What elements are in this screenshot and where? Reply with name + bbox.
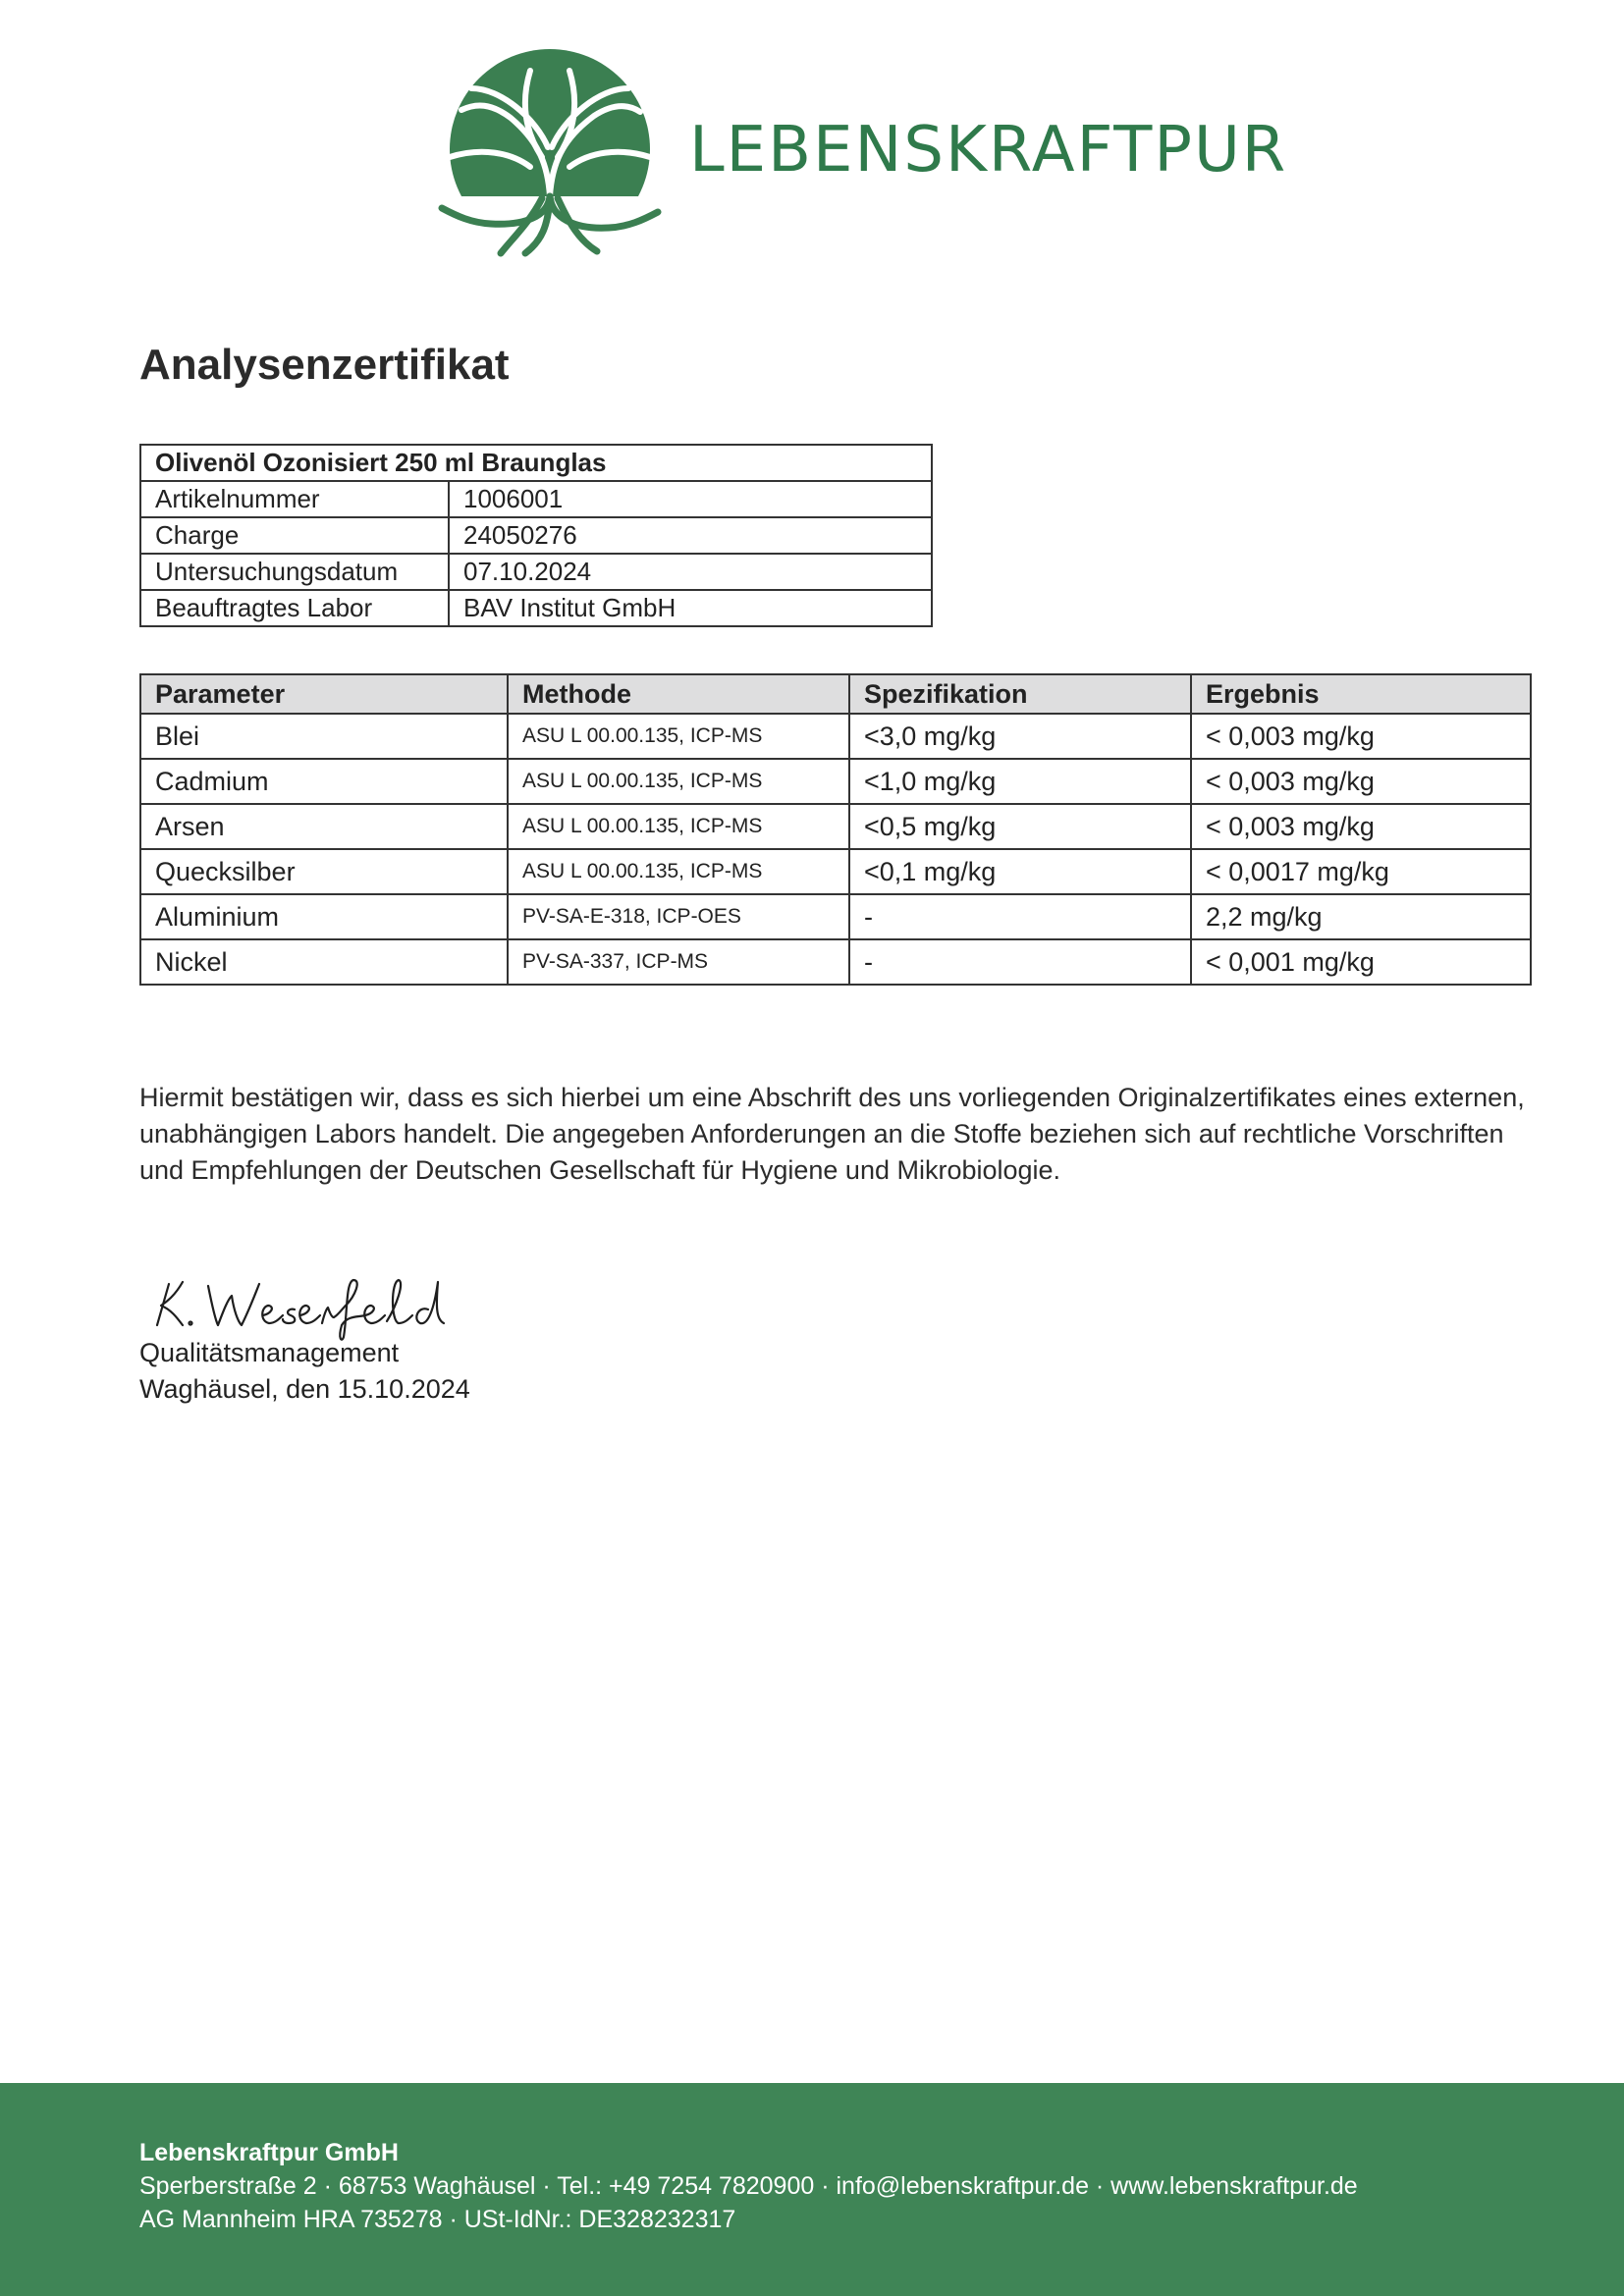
ergebnis-cell: < 0,003 mg/kg <box>1191 759 1531 804</box>
table-row <box>140 849 1531 894</box>
footer-company: Lebenskraftpur GmbH <box>139 2139 399 2166</box>
spezifikation-cell: <0,1 mg/kg <box>849 849 1191 894</box>
info-row <box>140 517 932 554</box>
brand-name: LEBENSKRAFTPUR <box>689 114 1288 187</box>
info-row <box>140 554 932 590</box>
spezifikation-cell: <1,0 mg/kg <box>849 759 1191 804</box>
methode-cell: ASU L 00.00.135, ICP-MS <box>508 759 849 804</box>
methode-cell: ASU L 00.00.135, ICP-MS <box>508 804 849 849</box>
ergebnis-cell: < 0,0017 mg/kg <box>1191 849 1531 894</box>
footer-text <box>139 2136 1358 2236</box>
methode-cell: PV-SA-337, ICP-MS <box>508 939 849 985</box>
ergebnis-cell: < 0,003 mg/kg <box>1191 804 1531 849</box>
ergebnis-cell: < 0,003 mg/kg <box>1191 714 1531 759</box>
signature-block <box>139 1335 470 1408</box>
table-row <box>140 894 1531 939</box>
info-row <box>140 590 932 626</box>
parameter-cell: Aluminium <box>140 894 508 939</box>
handwritten-signature <box>147 1266 461 1345</box>
info-label: Untersuchungsdatum <box>140 554 449 590</box>
results-table <box>139 673 1532 986</box>
info-row <box>140 481 932 517</box>
spezifikation-cell: - <box>849 939 1191 985</box>
table-row <box>140 804 1531 849</box>
spezifikation-cell: <3,0 mg/kg <box>849 714 1191 759</box>
info-value: BAV Institut GmbH <box>449 590 932 626</box>
info-value: 1006001 <box>449 481 932 517</box>
signature-place-date: Waghäusel, den 15.10.2024 <box>139 1374 470 1404</box>
spezifikation-cell: <0,5 mg/kg <box>849 804 1191 849</box>
page-title: Analysenzertifikat <box>139 341 510 390</box>
column-header-spezifikation: Spezifikation <box>849 674 1191 714</box>
product-name-row <box>140 445 932 481</box>
header-logo <box>432 49 1288 257</box>
column-header-parameter: Parameter <box>140 674 508 714</box>
signature-role: Qualitätsmanagement <box>139 1338 400 1367</box>
info-label: Beauftragtes Labor <box>140 590 449 626</box>
parameter-cell: Quecksilber <box>140 849 508 894</box>
column-header-methode: Methode <box>508 674 849 714</box>
tree-logo-icon <box>432 49 668 257</box>
info-label: Artikelnummer <box>140 481 449 517</box>
info-label: Charge <box>140 517 449 554</box>
info-value: 07.10.2024 <box>449 554 932 590</box>
info-value: 24050276 <box>449 517 932 554</box>
confirmation-text: Hiermit bestätigen wir, dass es sich hierbei um eine Abschrift des uns vorliegenden Originalzertifikates eines externen, unabhängigen Labors handelt. Die angegeben Anforderungen an die Stoffe beziehen sich auf rechtliche Vorschriften und Empfehlungen der Deutschen Gesellschaft für Hygiene und Mikrobiologie. <box>139 1083 1525 1185</box>
table-row <box>140 759 1531 804</box>
footer-address: Sperberstraße 2 · 68753 Waghäusel · Tel.: +49 7254 7820900 · info@lebenskraftpur.de · www.lebenskraftpur.de <box>139 2172 1358 2200</box>
ergebnis-cell: 2,2 mg/kg <box>1191 894 1531 939</box>
spezifikation-cell: - <box>849 894 1191 939</box>
parameter-cell: Arsen <box>140 804 508 849</box>
product-info-table <box>139 444 933 627</box>
table-row <box>140 714 1531 759</box>
parameter-cell: Nickel <box>140 939 508 985</box>
parameter-cell: Cadmium <box>140 759 508 804</box>
column-header-ergebnis: Ergebnis <box>1191 674 1531 714</box>
results-header-row <box>140 674 1531 714</box>
parameter-cell: Blei <box>140 714 508 759</box>
product-name: Olivenöl Ozonisiert 250 ml Braunglas <box>140 445 932 481</box>
footer-register: AG Mannheim HRA 735278 · USt-IdNr.: DE328232317 <box>139 2206 736 2233</box>
footer <box>0 2083 1624 2296</box>
methode-cell: PV-SA-E-318, ICP-OES <box>508 894 849 939</box>
ergebnis-cell: < 0,001 mg/kg <box>1191 939 1531 985</box>
methode-cell: ASU L 00.00.135, ICP-MS <box>508 714 849 759</box>
table-row <box>140 939 1531 985</box>
methode-cell: ASU L 00.00.135, ICP-MS <box>508 849 849 894</box>
